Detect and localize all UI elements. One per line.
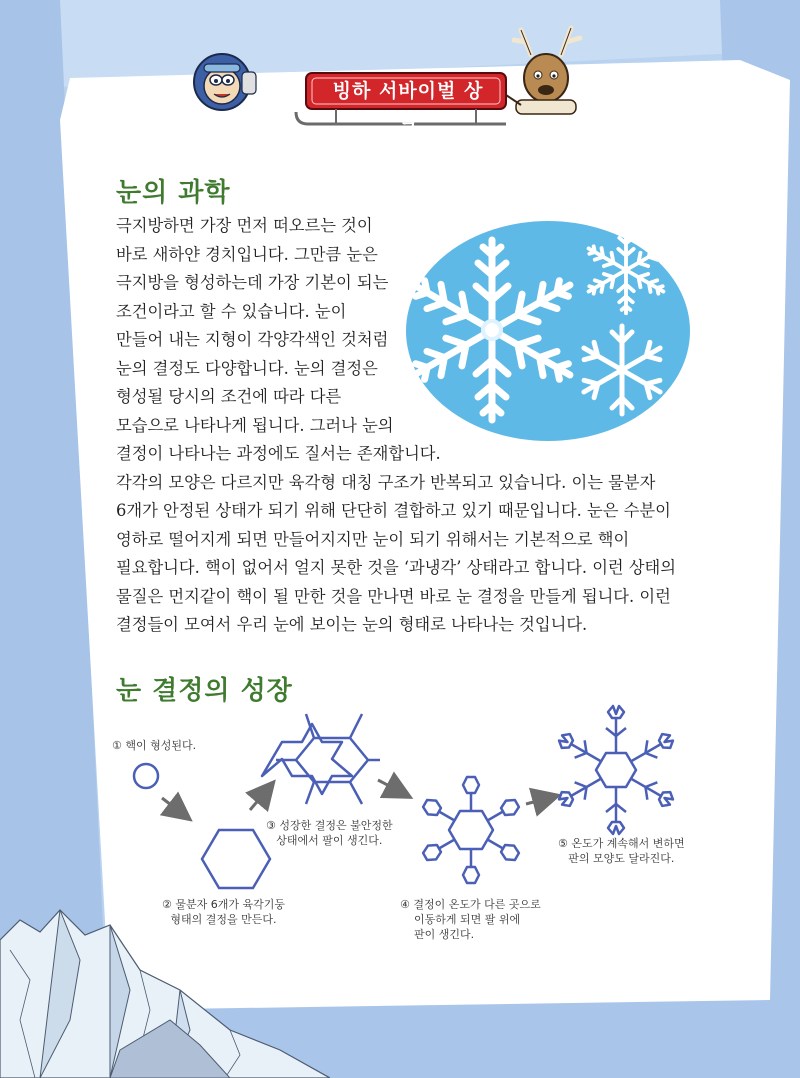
arrow-icon xyxy=(378,780,408,796)
nucleus-circle-icon xyxy=(134,764,158,788)
section-body-text xyxy=(116,212,716,640)
section-title-snow-science: 눈의 과학 xyxy=(116,178,231,208)
body-text-line: 눈의 결정도 다양합니다. 눈의 결정은 xyxy=(116,358,378,378)
body-text-line: 물질은 먼지같이 핵이 될 만한 것을 만나면 바로 눈 결정을 만들게 됩니다. 이런 xyxy=(116,586,671,606)
caption-step-3: ③ 성장한 결정은 불안정한 상태에서 팔이 생긴다. xyxy=(266,819,393,847)
body-text-line: 영하로 떨어지게 되면 만들어지지만 눈이 되기 위해서는 기본적으로 핵이 xyxy=(116,529,630,549)
star-crystal-icon xyxy=(262,724,352,794)
hexagon-crystal-icon xyxy=(202,830,270,888)
header-banner xyxy=(186,20,606,130)
star-crystal-lines-icon xyxy=(276,714,380,804)
body-text-line: 바로 새하얀 경치입니다. 그만큼 눈은 xyxy=(116,244,378,264)
body-text-line: 극지방을 형성하는데 가장 기본이 되는 xyxy=(116,273,389,292)
body-text-line: 모습으로 나타나게 됩니다. 그러나 눈의 xyxy=(116,415,394,435)
arrow-icon xyxy=(250,784,272,810)
body-text-line: 극지방하면 가장 먼저 떠오르는 것이 xyxy=(116,216,373,235)
section-title-crystal-growth: 눈 결정의 성장 xyxy=(116,676,293,706)
reindeer-character-icon xyxy=(506,28,580,114)
body-text-line: 형성될 당시의 조건에 따라 다른 xyxy=(116,387,342,406)
body-text-line: 6개가 안정된 상태가 되기 위해 단단히 결합하고 있기 때문입니다. 눈은 수분이 xyxy=(116,501,671,520)
body-text-line: 필요합니다. 핵이 없어서 얼지 못한 것을 ‘과냉각’ 상태라고 합니다. 이런 상태의 xyxy=(116,558,677,577)
arrow-icon xyxy=(162,798,188,818)
caption-step-4: ④ 결정이 온도가 다른 곳으로 이동하게 되면 팔 위에 판이 생긴다. xyxy=(400,898,541,941)
banner-title: 빙하 서바이벌 상식 xyxy=(332,80,484,132)
body-text-line: 각각의 모양은 다르지만 육각형 대칭 구조가 반복되고 있습니다. 이는 물분자 xyxy=(116,472,656,492)
caption-step-2: ② 물분자 6개가 육각기둥 형태의 결정을 만든다. xyxy=(162,898,285,926)
caption-step-1: ① 핵이 형성된다. xyxy=(112,739,197,752)
dendrite-crystal-icon xyxy=(556,706,677,834)
body-text-line: 만들어 내는 지형이 각양각색인 것처럼 xyxy=(116,330,389,349)
body-text-line: 결정이 나타나는 과정에도 질서는 존재합니다. xyxy=(116,444,441,463)
body-text-line: 결정들이 모여서 우리 눈에 보이는 눈의 형태로 나타나는 것입니다. xyxy=(116,615,588,634)
caption-step-5: ⑤ 온도가 계속해서 변하면 판의 모양도 달라진다. xyxy=(558,837,685,865)
plate-crystal-icon xyxy=(421,777,521,883)
arrow-icon xyxy=(526,796,556,804)
boy-character-icon xyxy=(194,54,256,110)
body-text-line: 조건이라고 할 수 있습니다. 눈이 xyxy=(116,301,347,321)
